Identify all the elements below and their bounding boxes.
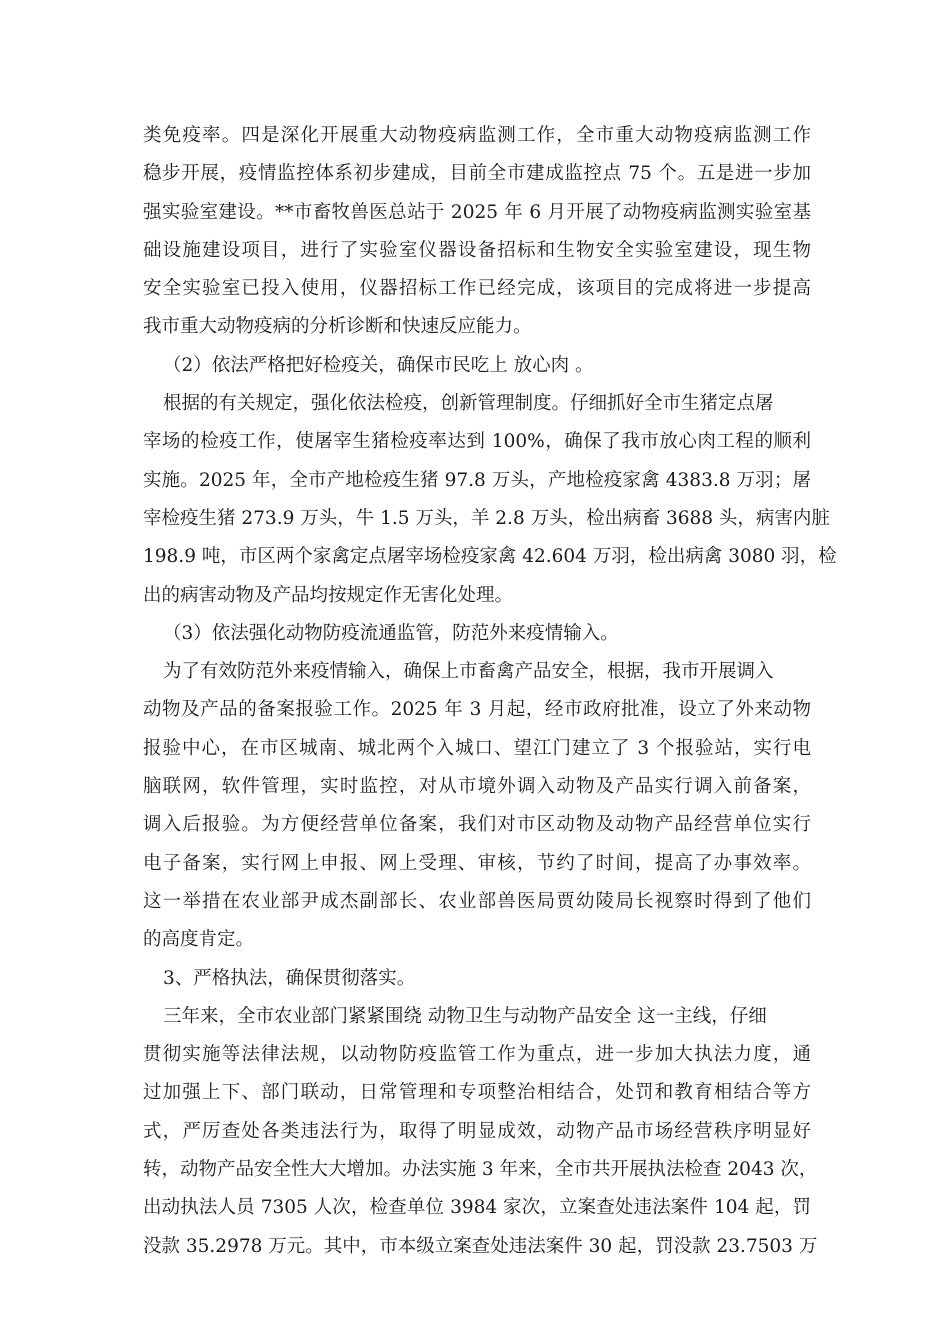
text-line: 三年来，全市农业部门紧紧围绕 动物卫生与动物产品安全 这一主线，仔细 [163,1005,767,1027]
text-line: 根据的有关规定，强化依法检疫，创新管理制度。仔细抓好全市生猪定点屠 [163,393,774,415]
text-line: 的高度肯定。 [143,929,255,951]
text-line: 脑联网，软件管理，实时监控，对从市境外调入动物及产品实行调入前备案， [143,776,811,798]
text-line: 为了有效防范外来疫情输入，确保上市畜禽产品安全，根据，我市开展调入 [163,661,774,683]
section-heading: （2）依法严格把好检疫关，确保市民吃上 放心肉 。 [163,354,594,376]
text-line: 宰场的检疫工作，使屠宰生猪检疫率达到 100%，确保了我市放心肉工程的顺利 [143,431,811,453]
text-line: 没款 35.2978 万元。其中，市本级立案查处违法案件 30 起，罚没款 23.7503 万 [143,1235,818,1257]
text-line: 类免疫率。四是深化开展重大动物疫病监测工作，全市重大动物疫病监测工作 [143,125,811,146]
text-line: 稳步开展，疫情监控体系初步建成，目前全市建成监控点 75 个。五是进一步加 [143,163,811,185]
text-line: 198.9 吨，市区两个家禽定点屠宰场检疫家禽 42.604 万羽，检出病禽 3080 羽，检 [143,546,837,568]
text-line: 实施。2025 年，全市产地检疫生猪 97.8 万头，产地检疫家禽 4383.8 万羽；屠 [143,469,811,491]
document-body [143,117,837,1266]
text-line: 过加强上下、部门联动，日常管理和专项整治相结合，处罚和教育相结合等方 [143,1082,811,1104]
text-line: 转，动物产品安全性大大增加。办法实施 3 年来，全市共开展执法检查 2043 次， [143,1159,818,1181]
text-line: 安全实验室已投入使用，仪器招标工作已经完成，该项目的完成将进一步提高 [143,278,811,300]
text-line: 贯彻实施等法律法规，以动物防疫监管工作为重点，进一步加大执法力度，通 [143,1044,811,1066]
text-line: 报验中心，在市区城南、城北两个入城口、望江门建立了 3 个报验站，实行电 [143,737,811,759]
text-line: 式，严厉查处各类违法行为，取得了明显成效，动物产品市场经营秩序明显好 [143,1120,811,1142]
text-line: 动物及产品的备案报验工作。2025 年 3 月起，经市政府批准，设立了外来动物 [143,699,811,721]
text-line: 调入后报验。为方便经营单位备案，我们对市区动物及动物产品经营单位实行 [143,814,811,836]
text-line: 强实验室建设。**市畜牧兽医总站于 2025 年 6 月开展了动物疫病监测实验室基 [143,201,811,223]
text-line: 出的病害动物及产品均按规定作无害化处理。 [143,584,514,606]
text-line: 出动执法人员 7305 人次，检查单位 3984 家次，立案查处违法案件 104 起，罚 [143,1197,811,1219]
text-line: 宰检疫生猪 273.9 万头，牛 1.5 万头，羊 2.8 万头，检出病畜 3688 头，病害内脏 [143,507,830,529]
text-line: 我市重大动物疫病的分析诊断和快速反应能力。 [143,316,532,338]
section-heading: 3、严格执法，确保贯彻落实。 [163,967,416,989]
text-line: 电子备案，实行网上申报、网上受理、审核，节约了时间，提高了办事效率。 [143,852,811,874]
text-line: 这一举措在农业部尹成杰副部长、农业部兽医局贾幼陵局长视察时得到了他们 [143,890,811,912]
text-line: 础设施建设项目，进行了实验室仪器设备招标和生物安全实验室建设，现生物 [143,239,811,261]
section-heading: （3）依法强化动物防疫流通监管，防范外来疫情输入。 [163,622,619,644]
